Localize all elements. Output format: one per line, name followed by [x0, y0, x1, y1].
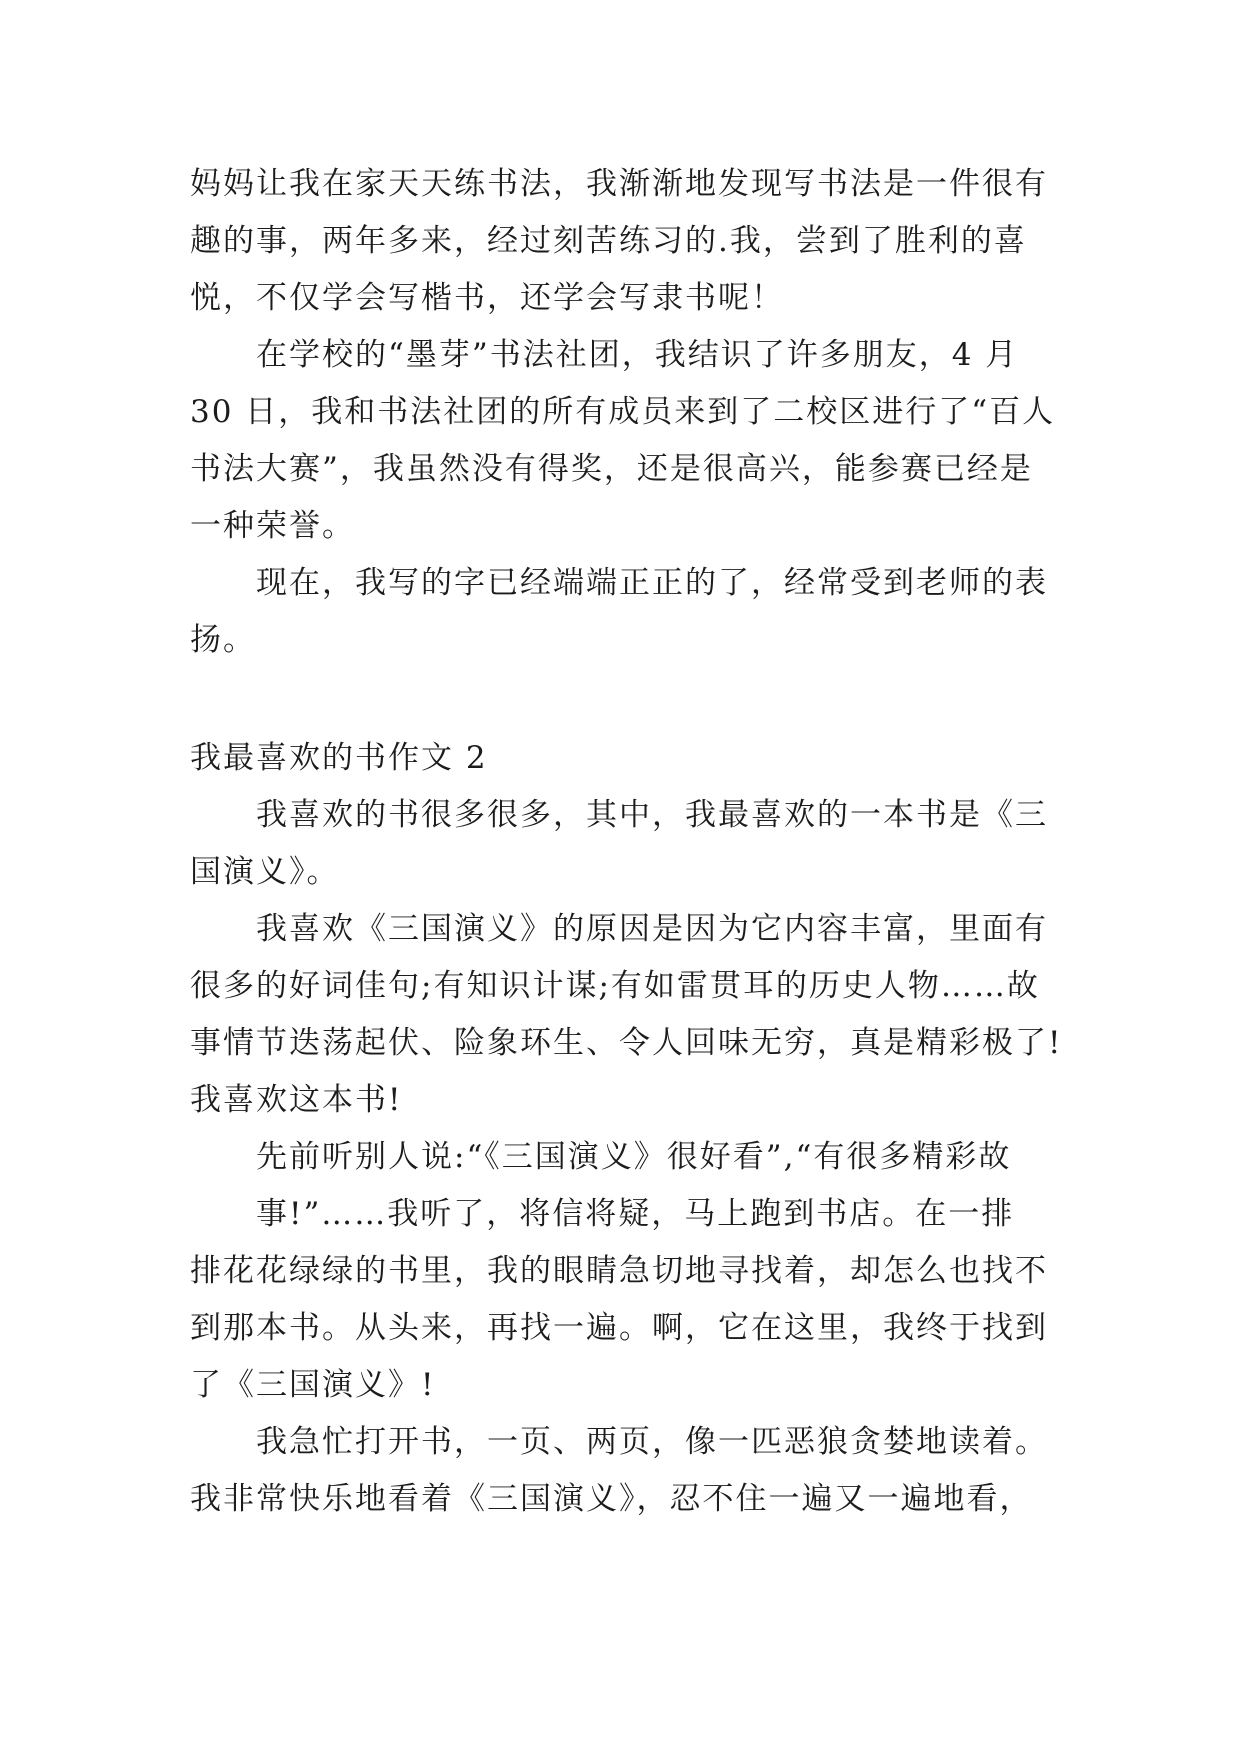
text-line: 我喜欢这本书! [190, 1082, 403, 1118]
text-line: 扬。 [190, 622, 256, 658]
text-line: 了《三国演义》! [190, 1367, 436, 1403]
text-line: 一种荣誉。 [190, 508, 355, 544]
text-line: 书法大赛”，我虽然没有得奖，还是很高兴，能参赛已经是 [190, 451, 1033, 487]
text-line: 我急忙打开书，一页、两页，像一匹恶狼贪婪地读着。 [256, 1424, 1048, 1460]
paragraph-7 [190, 1414, 1090, 1528]
text-line: 悦，不仅学会写楷书，还学会写隶书呢！ [190, 280, 784, 316]
text-line: 到那本书。从头来，再找一遍。啊，它在这里，我终于找到 [190, 1310, 1048, 1346]
text-line: 现在，我写的字已经端端正正的了，经常受到老师的表 [256, 565, 1048, 601]
paragraph-3 [190, 555, 1090, 669]
text-line: 事!”……我听了，将信将疑，马上跑到书店。在一排 [256, 1196, 1015, 1232]
document-body [190, 156, 1090, 1528]
paragraph-5 [190, 901, 1090, 1129]
paragraph-4 [190, 787, 1090, 901]
text-line: 我非常快乐地看着《三国演义》，忍不住一遍又一遍地看， [190, 1481, 1033, 1517]
text-line: 我喜欢的书很多很多，其中，我最喜欢的一本书是《三 [256, 797, 1048, 833]
text-line: 先前听别人说:“《三国演义》很好看”,“有很多精彩故 [256, 1139, 1012, 1175]
text-line: 趣的事，两年多来，经过刻苦练习的.我，尝到了胜利的喜 [190, 223, 1027, 259]
paragraph-2 [190, 327, 1090, 555]
paragraph-6 [190, 1129, 1090, 1414]
text-line: 妈妈让我在家天天练书法，我渐渐地发现写书法是一件很有 [190, 166, 1048, 202]
text-line: 排花花绿绿的书里，我的眼睛急切地寻找着，却怎么也找不 [190, 1253, 1048, 1289]
text-line: 事情节迭荡起伏、险象环生、令人回味无穷，真是精彩极了! [190, 1025, 1063, 1061]
paragraph-1 [190, 156, 1090, 327]
section-spacer [190, 669, 1090, 730]
text-line: 在学校的“墨芽”书法社团，我结识了许多朋友，4 月 [256, 337, 1019, 373]
text-line: 国演义》。 [190, 854, 340, 890]
section-title: 我最喜欢的书作文 2 [190, 740, 488, 776]
text-line: 很多的好词佳句;有知识计谋;有如雷贯耳的历史人物……故 [190, 968, 1040, 1004]
text-line: 我喜欢《三国演义》的原因是因为它内容丰富，里面有 [256, 911, 1048, 947]
text-line: 30 日，我和书法社团的所有成员来到了二校区进行了“百人 [190, 394, 1056, 430]
